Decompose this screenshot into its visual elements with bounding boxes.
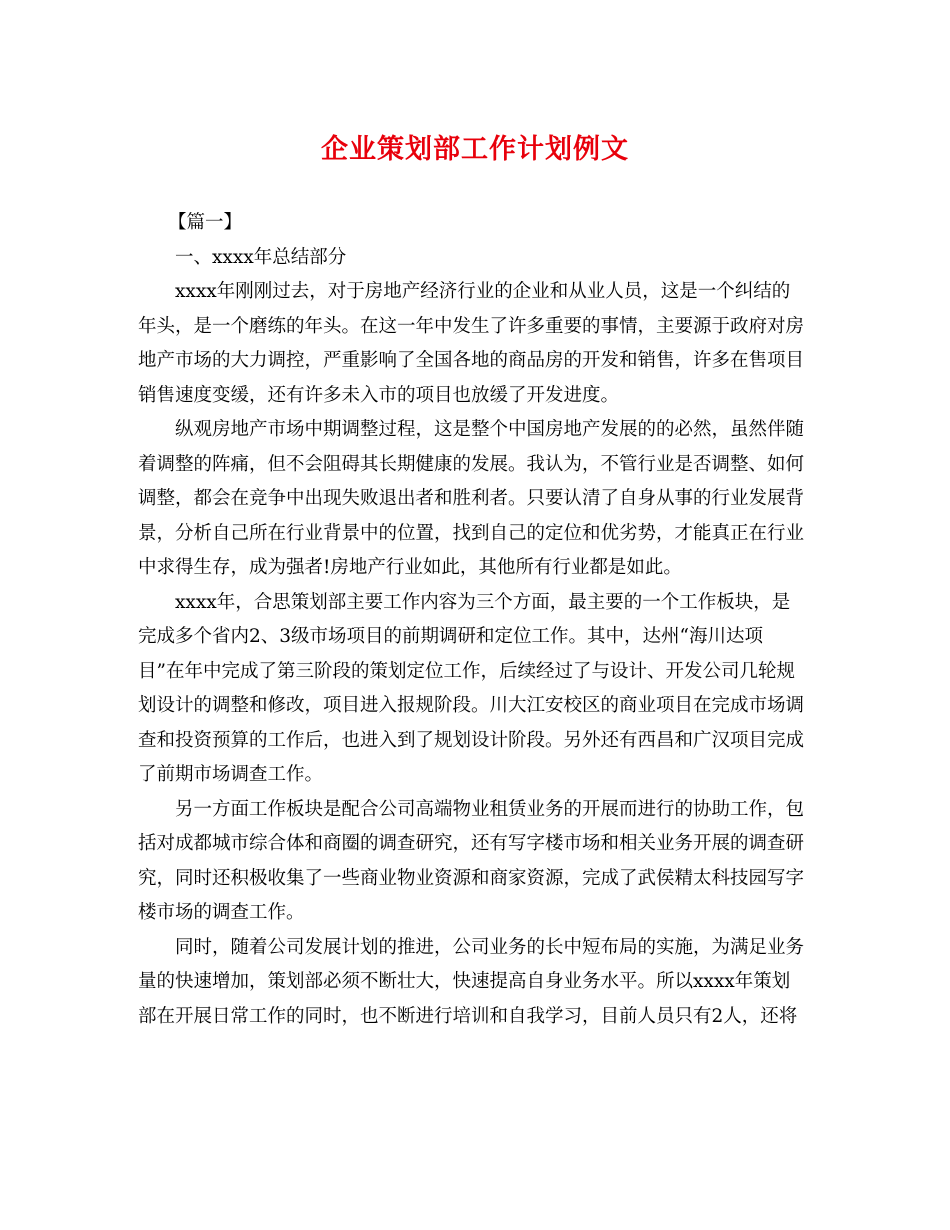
text-line: 一、xxxx年总结部分 xyxy=(175,246,347,268)
text-line: 销售速度变缓，还有许多未入市的项目也放缓了开发进度。 xyxy=(138,384,620,406)
text-line: 目”在年中完成了第三阶段的策划定位工作，后续经过了与设计、开发公司几轮规 xyxy=(138,660,795,682)
document-title: 企业策划部工作计划例文 xyxy=(321,134,629,165)
text-line: 括对成都城市综合体和商圈的调查研究，还有写字楼市场和相关业务开展的调查研 xyxy=(138,833,805,854)
text-line: 部在开展日常工作的同时，也不断进行培训和自我学习，目前人员只有2人，还将 xyxy=(138,1005,798,1027)
text-line: 查和投资预算的工作后，也进入到了规划设计阶段。另外还有西昌和广汉项目完成 xyxy=(138,729,805,751)
text-line: 纵观房地产市场中期调整过程，这是整个中国房地产发展的的必然，虽然伴随 xyxy=(175,419,805,440)
text-line: 地产市场的大力调控，严重影响了全国各地的商品房的开发和销售，许多在售项目 xyxy=(138,350,805,371)
text-line: 中求得生存，成为强者!房地产行业如此，其他所有行业都是如此。 xyxy=(138,557,682,578)
section-heading: 【篇一】 xyxy=(168,212,243,233)
document-body xyxy=(138,206,816,1034)
text-line: 了前期市场调查工作。 xyxy=(138,764,324,785)
text-line: 年头，是一个磨练的年头。在这一年中发生了许多重要的事情，主要源于政府对房 xyxy=(138,315,805,337)
text-line: 楼市场的调查工作。 xyxy=(138,902,305,923)
text-line: xxxx年，合思策划部主要工作内容为三个方面，最主要的一个工作板块，是 xyxy=(175,591,791,613)
text-line: 完成多个省内2、3级市场项目的前期调研和定位工作。其中，达州“海川达项 xyxy=(138,626,764,647)
text-line: 划设计的调整和修改，项目进入报规阶段。川大江安校区的商业项目在完成市场调 xyxy=(138,695,805,716)
text-line: xxxx年刚刚过去，对于房地产经济行业的企业和从业人员，这是一个纠结的 xyxy=(175,281,791,302)
text-line: 着调整的阵痛，但不会阻碍其长期健康的发展。我认为，不管行业是否调整、如何 xyxy=(138,453,805,475)
text-line: 景，分析自己所在行业背景中的位置，找到自己的定位和优劣势，才能真正在行业 xyxy=(138,522,805,544)
text-line: 另一方面工作板块是配合公司高端物业租赁业务的开展而进行的协助工作，包 xyxy=(175,798,805,820)
text-line: 究，同时还积极收集了一些商业物业资源和商家资源，完成了武侯精太科技园写字 xyxy=(138,867,805,889)
text-line: 调整，都会在竞争中出现失败退出者和胜利者。只要认清了自身从事的行业发展背 xyxy=(138,488,805,509)
text-line: 同时，随着公司发展计划的推进，公司业务的长中短布局的实施，为满足业务 xyxy=(175,936,805,958)
text-line: 量的快速增加，策划部必须不断壮大，快速提高自身业务水平。所以xxxx年策划 xyxy=(138,971,791,992)
